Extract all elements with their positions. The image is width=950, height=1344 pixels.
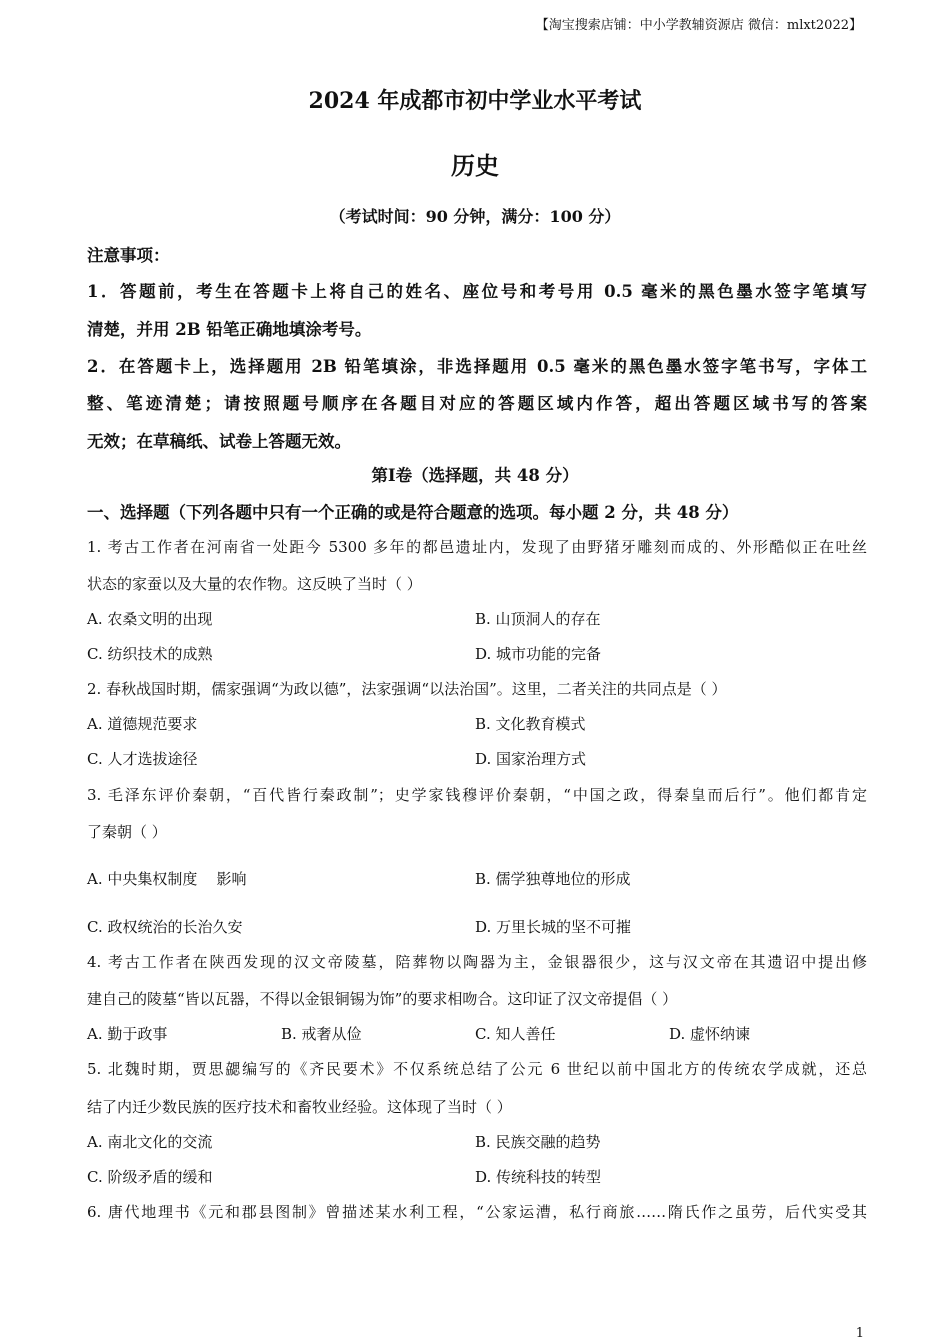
notice-line: 无效；在草稿纸、试卷上答题无效。	[87, 432, 351, 451]
page-number: 1	[855, 1326, 864, 1341]
option-d: D. 国家治理方式	[475, 750, 587, 768]
option-a: A. 农桑文明的出现	[87, 610, 213, 628]
question-stem: 6. 唐代地理书《元和郡县图制》曾描述某水利工程，“公家运漕，私行商旅……隋氏作之虽劳，后代实受其	[87, 1203, 867, 1221]
notice-line: 清楚，并用 2B 铅笔正确地填涂考号。	[87, 320, 372, 339]
question-stem: 状态的家蚕以及大量的农作物。这反映了当时（ ）	[87, 575, 422, 593]
option-b: B. 戒奢从俭	[281, 1025, 362, 1043]
section-title: 第Ⅰ卷（选择题，共 48 分）	[371, 466, 579, 485]
question-stem: 1. 考古工作者在河南省一处距今 5300 多年的都邑遗址内，发现了由野猪牙雕刻而成的、外形酷似正在吐丝	[87, 538, 867, 556]
question-stem: 4. 考古工作者在陕西发现的汉文帝陵墓，陪葬物以陶器为主，金银器很少，这与汉文帝在其遗诏中提出修	[87, 953, 867, 971]
question-stem: 2. 春秋战国时期，儒家强调“为政以德”，法家强调“以法治国”。这里，二者关注的共同点是（ ）	[87, 680, 727, 698]
exam-title: 2024 年成都市初中学业水平考试	[308, 88, 642, 114]
option-b: B. 民族交融的趋势	[475, 1133, 601, 1151]
option-d: D. 虚怀纳谏	[669, 1025, 751, 1043]
option-b: B. 文化教育模式	[475, 715, 586, 733]
question-stem: 3. 毛泽东评价秦朝，“百代皆行秦政制”；史学家钱穆评价秦朝，“中国之政，得秦皇而后行”。他们都肯定	[87, 786, 867, 804]
option-c: C. 知人善任	[475, 1025, 556, 1043]
header-note: 【淘宝搜索店铺：中小学教辅资源店 微信：mlxt2022】	[535, 18, 862, 33]
exam-info: （考试时间：90 分钟，满分：100 分）	[329, 207, 621, 226]
option-c: C. 政权统治的长治久安	[87, 918, 243, 936]
option-d: D. 传统科技的转型	[475, 1168, 602, 1186]
part-title: 一、选择题（下列各题中只有一个正确的或是符合题意的选项。每小题 2 分，共 48 分）	[87, 503, 739, 522]
option-a: A. 勤于政事	[87, 1025, 168, 1043]
question-stem: 5. 北魏时期，贾思勰编写的《齐民要术》不仅系统总结了公元 6 世纪以前中国北方的传统农学成就，还总	[87, 1060, 867, 1078]
notice-line: 1．答题前，考生在答题卡上将自己的姓名、座位号和考号用 0.5 毫米的黑色墨水签字笔填写	[87, 282, 867, 301]
option-c: C. 纺织技术的成熟	[87, 645, 213, 663]
option-d: D. 万里长城的坚不可摧	[475, 918, 632, 936]
question-stem: 建自己的陵墓“皆以瓦器，不得以金银铜锡为饰”的要求相吻合。这印证了汉文帝提倡（ ）	[87, 990, 678, 1008]
notice-line: 2．在答题卡上，选择题用 2B 铅笔填涂，非选择题用 0.5 毫米的黑色墨水签字笔书写，字体工	[87, 357, 867, 376]
option-a: A. 南北文化的交流	[87, 1133, 213, 1151]
option-a: A. 道德规范要求	[87, 715, 198, 733]
subject-title: 历史	[451, 151, 499, 180]
notice-heading: 注意事项：	[87, 246, 170, 265]
question-stem: 结了内迁少数民族的医疗技术和畜牧业经验。这体现了当时（ ）	[87, 1098, 512, 1116]
notice-line: 整、笔迹清楚；请按照题号顺序在各题目对应的答题区域内作答，超出答题区域书写的答案	[87, 394, 867, 413]
option-d: D. 城市功能的完备	[475, 645, 602, 663]
question-stem: 了秦朝（ ）	[87, 823, 167, 841]
option-b: B. 儒学独尊地位的形成	[475, 870, 631, 888]
option-c: C. 人才选拔途径	[87, 750, 198, 768]
option-a: A. 中央集权制度 影响	[87, 870, 247, 888]
option-b: B. 山顶洞人的存在	[475, 610, 601, 628]
option-c: C. 阶级矛盾的缓和	[87, 1168, 213, 1186]
